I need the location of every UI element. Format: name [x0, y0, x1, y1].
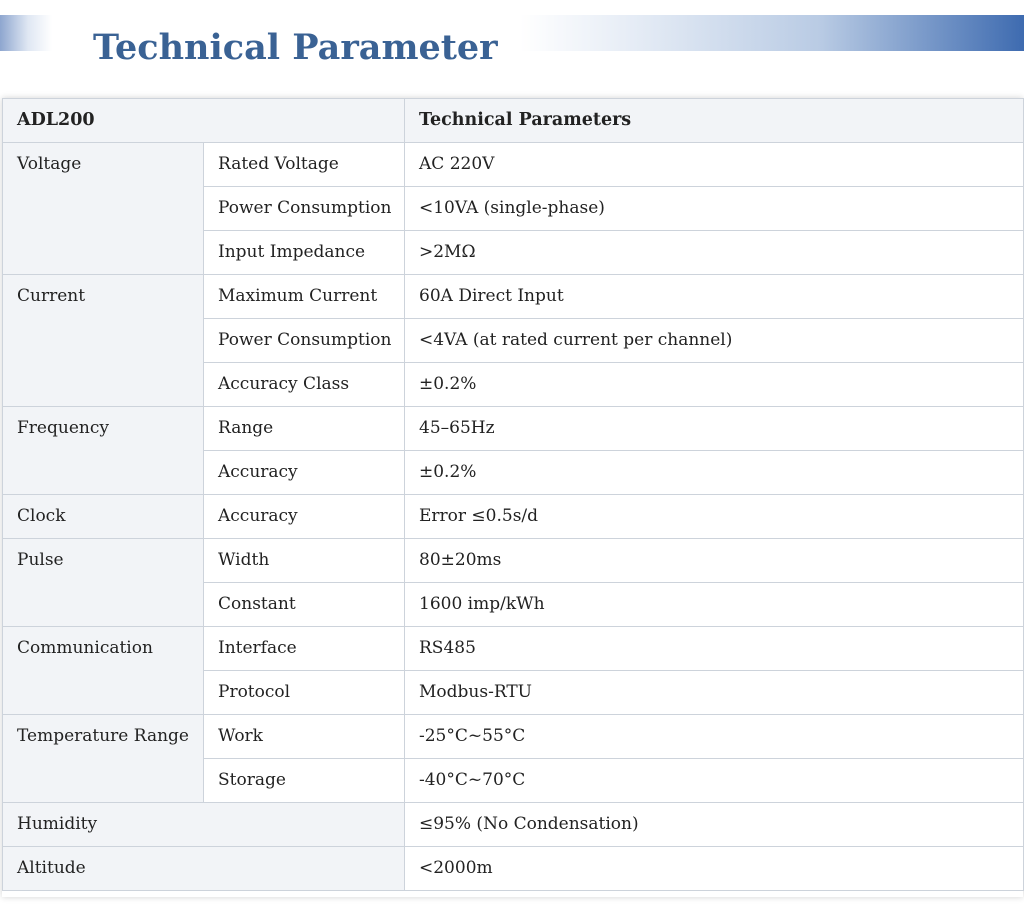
parameter-name: Accuracy [204, 495, 405, 539]
parameter-value: ±0.2% [405, 451, 1024, 495]
parameter-value: AC 220V [405, 143, 1024, 187]
parameter-name: Accuracy [204, 451, 405, 495]
parameter-value: <2000m [405, 847, 1024, 891]
parameter-name: Power Consumption [204, 319, 405, 363]
parameter-value: <10VA (single-phase) [405, 187, 1024, 231]
parameter-value: RS485 [405, 627, 1024, 671]
parameter-value: ±0.2% [405, 363, 1024, 407]
parameter-value: 45–65Hz [405, 407, 1024, 451]
table-row [3, 275, 1024, 319]
parameter-name: Protocol [204, 671, 405, 715]
category-cell: Pulse [3, 539, 204, 627]
category-cell: Frequency [3, 407, 204, 495]
page-title: Technical Parameter [93, 27, 498, 68]
parameter-value: -40°C~70°C [405, 759, 1024, 803]
header-model: ADL200 [3, 99, 405, 143]
parameter-name: Rated Voltage [204, 143, 405, 187]
table-row [3, 847, 1024, 891]
category-cell: Current [3, 275, 204, 407]
parameter-name: Input Impedance [204, 231, 405, 275]
parameter-name: Interface [204, 627, 405, 671]
table-row [3, 143, 1024, 187]
table-row [3, 539, 1024, 583]
table-row [3, 407, 1024, 451]
technical-parameter-table [2, 98, 1024, 891]
parameter-name: Constant [204, 583, 405, 627]
category-cell: Temperature Range [3, 715, 204, 803]
parameter-value: 80±20ms [405, 539, 1024, 583]
table-row [3, 495, 1024, 539]
category-cell: Altitude [3, 847, 405, 891]
parameter-name: Range [204, 407, 405, 451]
table-row [3, 715, 1024, 759]
parameter-name: Maximum Current [204, 275, 405, 319]
category-cell: Clock [3, 495, 204, 539]
parameter-value: ≤95% (No Condensation) [405, 803, 1024, 847]
table-row [3, 803, 1024, 847]
parameter-value: Error ≤0.5s/d [405, 495, 1024, 539]
table-row [3, 627, 1024, 671]
parameter-name: Width [204, 539, 405, 583]
parameter-value: -25°C~55°C [405, 715, 1024, 759]
parameter-value: <4VA (at rated current per channel) [405, 319, 1024, 363]
category-cell: Communication [3, 627, 204, 715]
parameter-name: Work [204, 715, 405, 759]
category-cell: Humidity [3, 803, 405, 847]
title-band [0, 15, 1024, 68]
parameter-name: Power Consumption [204, 187, 405, 231]
parameter-value: 60A Direct Input [405, 275, 1024, 319]
parameter-value: Modbus-RTU [405, 671, 1024, 715]
table-header-row [3, 99, 1024, 143]
parameter-name: Storage [204, 759, 405, 803]
parameter-name: Accuracy Class [204, 363, 405, 407]
parameter-value: 1600 imp/kWh [405, 583, 1024, 627]
category-cell: Voltage [3, 143, 204, 275]
parameter-value: >2MΩ [405, 231, 1024, 275]
header-parameters: Technical Parameters [405, 99, 1024, 143]
